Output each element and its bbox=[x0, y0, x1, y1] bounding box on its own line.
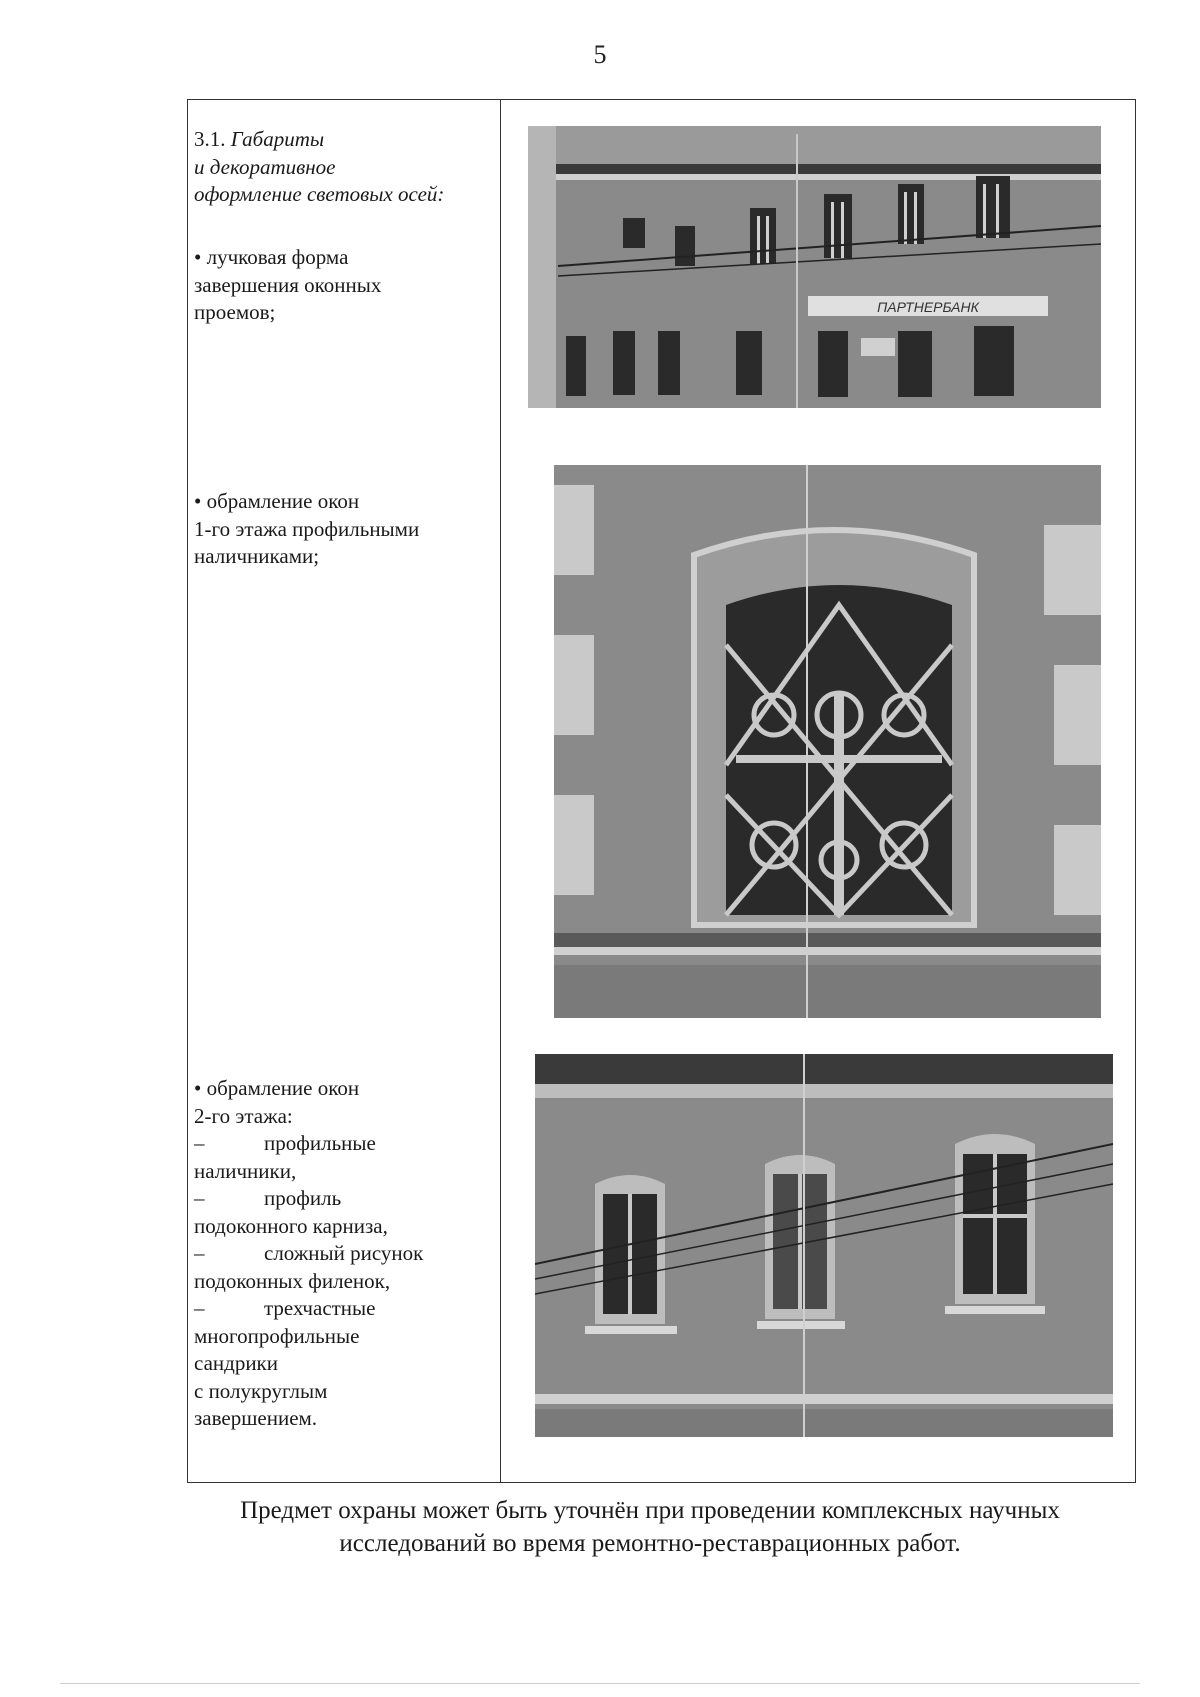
sub-item-head: профильные bbox=[264, 1131, 376, 1155]
item-line: • обрамление окон bbox=[194, 489, 360, 513]
section-title-line-2: и декоративное bbox=[194, 154, 336, 179]
sub-item bbox=[194, 1130, 484, 1158]
item-line: 2-го этажа: bbox=[194, 1103, 293, 1128]
sub-item-rest: подоконного карниза, bbox=[194, 1213, 388, 1238]
sub-item bbox=[194, 1240, 484, 1268]
sub-item-rest: многопрофильные bbox=[194, 1323, 360, 1348]
dash-mark: – bbox=[194, 1296, 205, 1320]
dash-mark: – bbox=[194, 1241, 205, 1265]
footer-note bbox=[150, 1494, 1150, 1560]
sub-item bbox=[194, 1185, 484, 1213]
ground-floor-window-photo bbox=[554, 465, 1101, 1018]
sub-item-head: профиль bbox=[264, 1186, 342, 1210]
item-line: сандрики bbox=[194, 1351, 278, 1375]
facade-sign: ПАРТНЕРБАНК bbox=[877, 299, 979, 315]
sub-item-rest: подоконных филенок, bbox=[194, 1268, 391, 1293]
item-line: наличниками; bbox=[194, 544, 320, 568]
content-table bbox=[187, 99, 1136, 1483]
page-number: 5 bbox=[593, 40, 607, 69]
sub-item-head: сложный рисунок bbox=[264, 1241, 424, 1265]
footer-line-2: исследований во время ремонтно-реставрационных работ. bbox=[339, 1530, 961, 1557]
building-facade-photo bbox=[528, 126, 1101, 408]
item-line: • лучковая форма bbox=[194, 245, 349, 269]
column-divider bbox=[500, 100, 501, 1482]
footer-line-1: Предмет охраны может быть уточнён при проведении комплексных научных bbox=[240, 1497, 1060, 1524]
item-arched-windows bbox=[194, 244, 484, 327]
sub-item-rest: наличники, bbox=[194, 1158, 297, 1183]
item-second-floor-frames bbox=[194, 1075, 484, 1433]
dash-mark: – bbox=[194, 1131, 205, 1155]
section-number: 3.1. bbox=[194, 127, 226, 151]
item-line: с полукруглым bbox=[194, 1378, 328, 1403]
item-line: завершением. bbox=[194, 1406, 318, 1430]
item-ground-floor-frames bbox=[194, 488, 484, 571]
scan-edge-line bbox=[60, 1683, 1140, 1684]
item-line: 1-го этажа профильными bbox=[194, 516, 420, 541]
item-line: • обрамление окон bbox=[194, 1076, 360, 1100]
second-floor-windows-photo bbox=[535, 1054, 1113, 1437]
item-line: завершения оконных bbox=[194, 272, 382, 297]
sub-item-head: трехчастные bbox=[264, 1296, 376, 1320]
dash-mark: – bbox=[194, 1186, 205, 1210]
section-title-line-1: Габариты bbox=[230, 127, 325, 151]
section-heading bbox=[194, 126, 484, 209]
sub-item bbox=[194, 1295, 484, 1323]
section-title-line-3: оформление световых осей: bbox=[194, 182, 445, 206]
item-line: проемов; bbox=[194, 300, 276, 324]
